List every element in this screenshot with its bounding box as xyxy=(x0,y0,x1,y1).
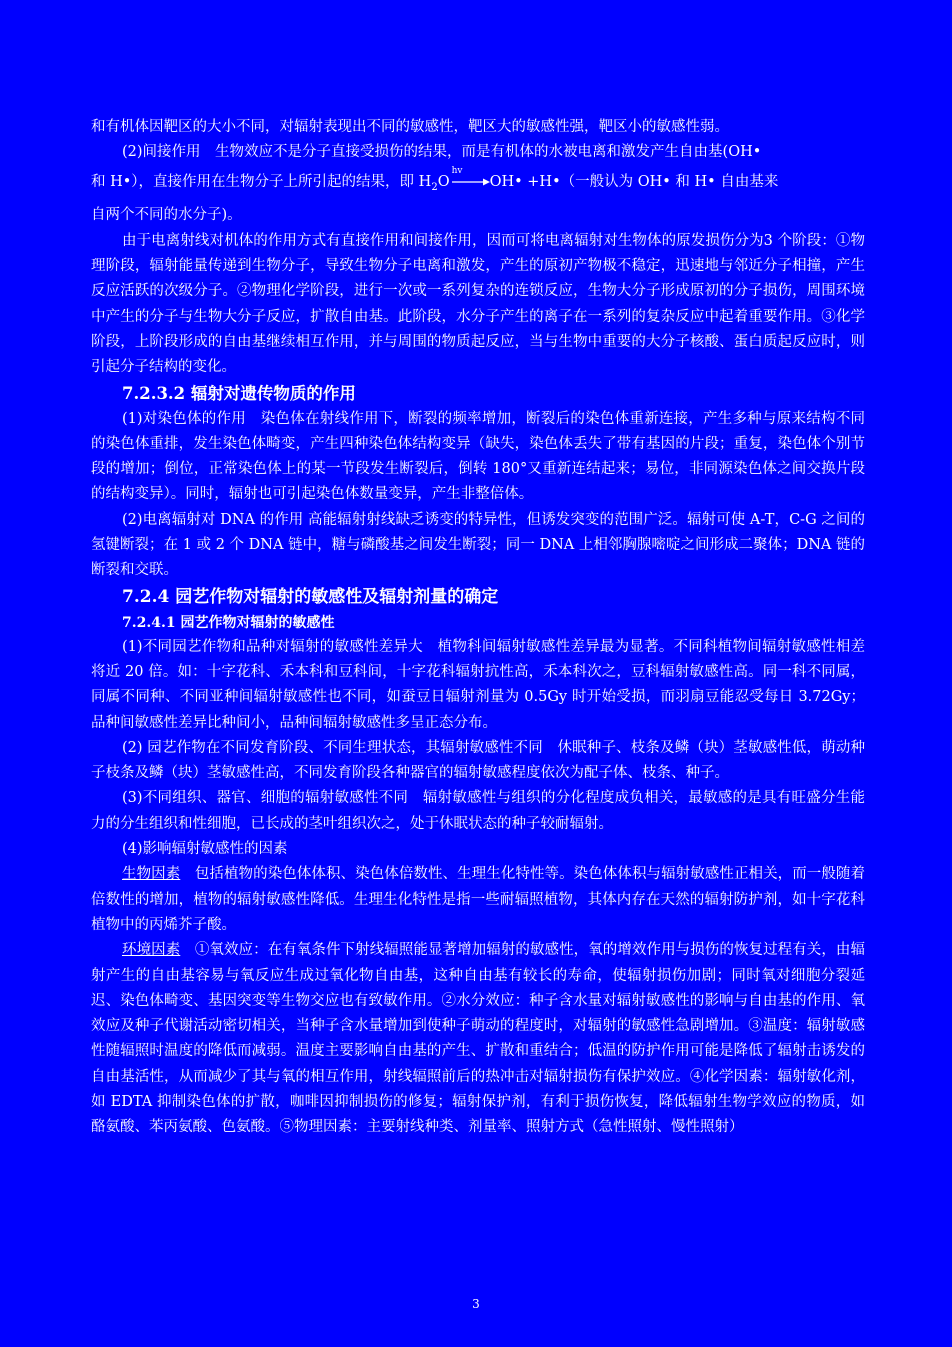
biological-factors-label: 生物因素 xyxy=(122,866,181,883)
paragraph-factors-heading: (4)影响辐射敏感性的因素 xyxy=(122,841,288,858)
paragraph-biological-factors: 生物因素 包括植物的染色体体积、染色体倍数性、生理生化特性等。染色体体积与辐射敏感性正相关，而一般随着倍数性的增加，植物的辐射敏感性降低。生理生化特性是指一些耐辐照植物，其体内存在天然的辐射防护剂，如十字花科植物中的丙烯芥子酸。 xyxy=(91,866,865,933)
heading-7-2-4: 7.2.4 园艺作物对辐射的敏感性及辐射剂量的确定 xyxy=(122,586,499,607)
paragraph-intro: 和有机体因靶区的大小不同，对辐射表现出不同的敏感性，靶区大的敏感性强，靶区小的敏感性弱。 xyxy=(91,119,729,135)
paragraph-indirect-effect: (2)间接作用 生物效应不是分子直接受损伤的结果，而是有机体的水被电离和激发产生自由基(OH• xyxy=(122,144,762,161)
paragraph-stage-sensitivity: (2) 园艺作物在不同发育阶段、不同生理状态，其辐射敏感性不同 休眠种子、枝条及鳞（块）茎敏感性低，萌动种子枝条及鳞（块）茎敏感性高，不同发育阶段各种器官的辐射敏感程度依次为配子体、枝条、种子。 xyxy=(91,739,865,782)
paragraph-environmental-factors: 环境因素 ①氧效应：在有氧条件下射线辐照能显著增加辐射的敏感性，氧的增效作用与损伤的恢复过程有关，由辐射产生的自由基容易与氧反应生成过氧化物自由基，这种自由基有较长的寿命，使辐射损伤加剧；同时氧对细胞分裂延迟、染色体畸变、基因突变等生物交应也有致敏作用。②水分效应：种子含水量对辐射敏感性的影响与自由基的作用、氧效应及种子代谢活动密切相关，当种子含水量增加到使种子萌动的程度时，对辐射的敏感性急剧增加。③温度：辐射敏感性随辐照时温度的降低而减弱。温度主要影响自由基的产生、扩散和重结合；低温的防护作用可能是降低了辐射击诱发的自由基活性，从而减少了其与氧的相互作用，射线辐照前后的热冲击对辐射损伤有保护效应。④化学因素：辐射敏化剂，如 EDTA 抑制染色体的扩散，咖啡因抑制损伤的修复；辐射保护剂，有利于损伤恢复，降低辐射生物学效应的物质，如酪氨酸、苯丙氨酸、色氨酸。⑤物理因素：主要射线种类、剂量率、照射方式（急性照射、慢性照射） xyxy=(91,942,865,1136)
reaction-arrow-icon xyxy=(450,165,490,188)
heading-7-2-4-1: 7.2.4.1 园艺作物对辐射的敏感性 xyxy=(122,614,335,631)
paragraph-species-sensitivity: (1)不同园艺作物和品种对辐射的敏感性差异大 植物科间辐射敏感性差异最为显著。不同科植物间辐射敏感性相差将近 20 倍。如：十字花科、禾本科和豆科间，十字花科辐射抗性高，禾本科次之，豆科辐射敏感性高。同一科不同属，同属不同种、不同亚种间辐射敏感性也不同，如蚕豆日辐射剂量为 0.5Gy 时开始受损，而羽扇豆能忍受每日 3.72Gy；品种间敏感性差异比种间小，品种间辐射敏感性多呈正态分布。 xyxy=(91,638,865,731)
paragraph-indirect-end: 自两个不同的水分子)。 xyxy=(91,207,242,224)
paragraph-tissue-sensitivity: (3)不同组织、器官、细胞的辐射敏感性不同 辐射敏感性与组织的分化程度成负相关，最敏感的是具有旺盛分生能力的分生组织和性细胞，已长成的茎叶组织次之，处于休眠状态的种子较耐辐射。 xyxy=(91,790,865,832)
heading-7-2-3-2: 7.2.3.2 辐射对遗传物质的作用 xyxy=(122,383,356,403)
hv-label: hv xyxy=(451,165,463,176)
paragraph-damage-stages: 由于电离射线对机体的作用方式有直接作用和间接作用，因而可将电离辐射对生物体的原发损伤分为3 个阶段：①物理阶段，辐射能量传递到生物分子，导致生物分子电离和激发，产生的原初产物极不稳定，迅速地与邻近分子相撞，产生反应活跃的次级分子。②物理化学阶段，进行一次或一系列复杂的连锁反应，生物大分子形成原初的分子损伤，周围环境中产生的分子与生物大分子反应，扩散自由基。此阶段，水分子产生的离子在一系列的复杂反应中起着重要作用。③化学阶段，上阶段形成的自由基继续相互作用，并与周围的物质起反应，当与生物中重要的大分子核酸、蛋白质起反应时，则引起分子结构的变化。 xyxy=(91,232,865,376)
page-number: 3 xyxy=(472,1297,480,1311)
paragraph-indirect-equation: 和 H•），直接作用在生物分子上所引起的结果，即 $H_2O$ hv OH• +H•（一般认为 OH• 和 H• 自由基来 xyxy=(91,165,779,193)
paragraph-dna-effect: (2)电离辐射对 DNA 的作用 高能辐射射线缺乏诱变的特异性，但诱发突变的范围广泛。辐射可使 A-T，C-G 之间的氢键断裂；在 1 或 2 个 DNA 链中，糖与磷酸基之间发生断裂；同一 DNA 上相邻胸腺嘧啶之间形成二聚体；DNA 链的断裂和交联。 xyxy=(91,511,865,579)
document-body xyxy=(91,115,865,1141)
paragraph-chromosome-effect: (1)对染色体的作用 染色体在射线作用下，断裂的频率增加，断裂后的染色体重新连接，产生多种与原来结构不同的染色体重排，发生染色体畸变，产生四种染色体结构变异（缺失，染色体丢失了带有基因的片段；重复，染色体个别节段的增加；倒位，正常染色体上的某一节段发生断裂后，倒转 180°又重新连结起来；易位，非同源染色体之间交换片段的结构变异）。同时，辐射也可引起染色体数量变异，产生非整倍体。 xyxy=(91,410,865,503)
environmental-factors-label: 环境因素 xyxy=(122,942,181,959)
